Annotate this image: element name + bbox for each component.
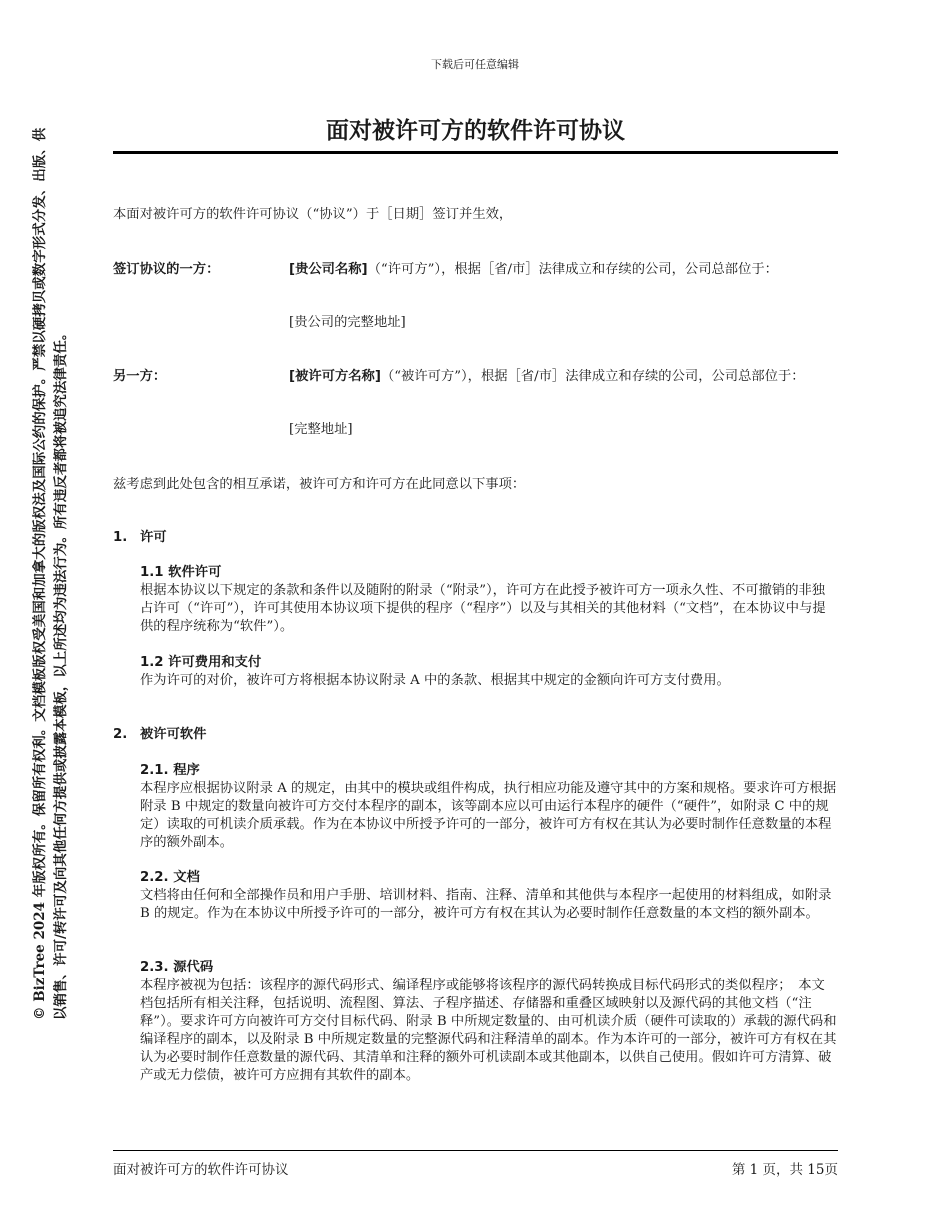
- section1-2-text: 作为许可的对价，被许可方将根据本协议附录 A 中的条款、根据其中规定的金额向许可方支付费用。: [140, 673, 730, 688]
- party2-address: [完整地址]: [289, 422, 353, 437]
- section1-1-heading: 1.1 软件许可: [140, 565, 222, 580]
- footer-divider: [113, 1150, 838, 1151]
- footer-page-number: 第 1 页，共 15页: [731, 1162, 838, 1178]
- party1-address: [贵公司的完整地址]: [289, 315, 406, 330]
- party1-text: （“许可方”），根据［省/市］法律成立和存续的公司，公司总部位于：: [367, 262, 778, 277]
- copyright-notice: [30, 10, 72, 1020]
- section2-2-heading: 2.2. 文档: [140, 870, 200, 885]
- section2-3-text: 本程序被视为包括：该程序的源代码形式、编译程序或能够将该程序的源代码转换成目标代码形式的类似程序； 本文档包括所有相关注释，包括说明、流程图、算法、子程序描述、存储器和重叠区域映射以及源代码的其他文档（“注释”）。要求许可方向被许可方交付目标代码、附录 B 中所规定数量的、由可机读介质（硬件可读取的）承载的源代码和编译程序的副本，以及附录 B 中所规定数量的完整源代码和注释清单的副本。作为本许可的一部分，被许可方有权在其认为必要时制作任意数量的源代码、其清单和注释的额外可机读副本或其他副本，以供自己使用。假如许可方清算、破产或无力偿债，被许可方应拥有其软件的副本。: [140, 978, 837, 1083]
- footer-document-title: 面对被许可方的软件许可协议: [113, 1162, 289, 1178]
- party2-paragraph: [289, 368, 838, 386]
- copyright-line-1: © BizTree 2024 年版权所有。保留所有权利。文档模板版权受美国和加拿大的版权法及国际公约的保护。严禁以硬拷贝或数字形式分发、出版、供: [32, 127, 48, 1020]
- document-title: 面对被许可方的软件许可协议: [326, 118, 625, 144]
- party2-label: 另一方：: [113, 369, 167, 384]
- section2-3-heading: 2.3. 源代码: [140, 960, 214, 975]
- section2-1-heading: 2.1. 程序: [140, 763, 200, 778]
- party1-label: 签订协议的一方：: [113, 262, 220, 277]
- section2-2-text: 文档将由任何和全部操作员和用户手册、培训材料、指南、注释、清单和其他供与本程序一起使用的材料组成，如附录 B 的规定。作为在本协议中所授予许可的一部分，被许可方有权在其认为必要时制作任意数量的本文档的额外副本。: [140, 888, 832, 921]
- section1-1-text: 根据本协议以下规定的条款和条件以及随附的附录（“附录”），许可方在此授予被许可方一项永久性、不可撤销的非独占许可（“许可”），许可其使用本协议项下提供的程序（“程序”）以及与其相关的其他材料（“文档”，在本协议中与提供的程序统称为“软件”）。: [140, 583, 826, 634]
- section1-heading: 许可: [140, 530, 167, 545]
- party2-text: （“被许可方”），根据［省/市］法律成立和存续的公司，公司总部位于：: [380, 369, 805, 384]
- party1-paragraph: [289, 261, 838, 279]
- section1-number: 1.: [113, 530, 128, 545]
- party2-name: [被许可方名称]: [289, 369, 381, 384]
- section2-1-text: 本程序应根据协议附录 A 的规定，由其中的模块或组件构成，执行相应功能及遵守其中的方案和规格。要求许可方根据附录 B 中规定的数量向被许可方交付本程序的副本，该等副本应以可由运行本程序的硬件（“硬件”，如附录 C 中的规定）读取的可机读介质承载。作为在本协议中所授予许可的一部分，被许可方有权在其认为必要时制作任意数量的本程序的额外副本。: [140, 781, 837, 850]
- header-note: 下载后可任意编辑: [431, 58, 519, 71]
- intro-paragraph: 本面对被许可方的软件许可协议（“协议”）于［日期］签订并生效，: [113, 207, 513, 222]
- section2-number: 2.: [113, 727, 128, 742]
- party1-name: [贵公司名称]: [289, 262, 368, 277]
- copyright-line-2: 以销售、许可/转许可及向其他任何方提供或披露本模板，以上所述均为违法行为。所有违反者都将被追究法律责任。: [53, 326, 69, 1020]
- section1-2-heading: 1.2 许可费用和支付: [140, 655, 262, 670]
- section2-heading: 被许可软件: [140, 727, 207, 742]
- title-divider: [113, 151, 838, 154]
- whereas-paragraph: 兹考虑到此处包含的相互承诺，被许可方和许可方在此同意以下事项：: [113, 477, 526, 492]
